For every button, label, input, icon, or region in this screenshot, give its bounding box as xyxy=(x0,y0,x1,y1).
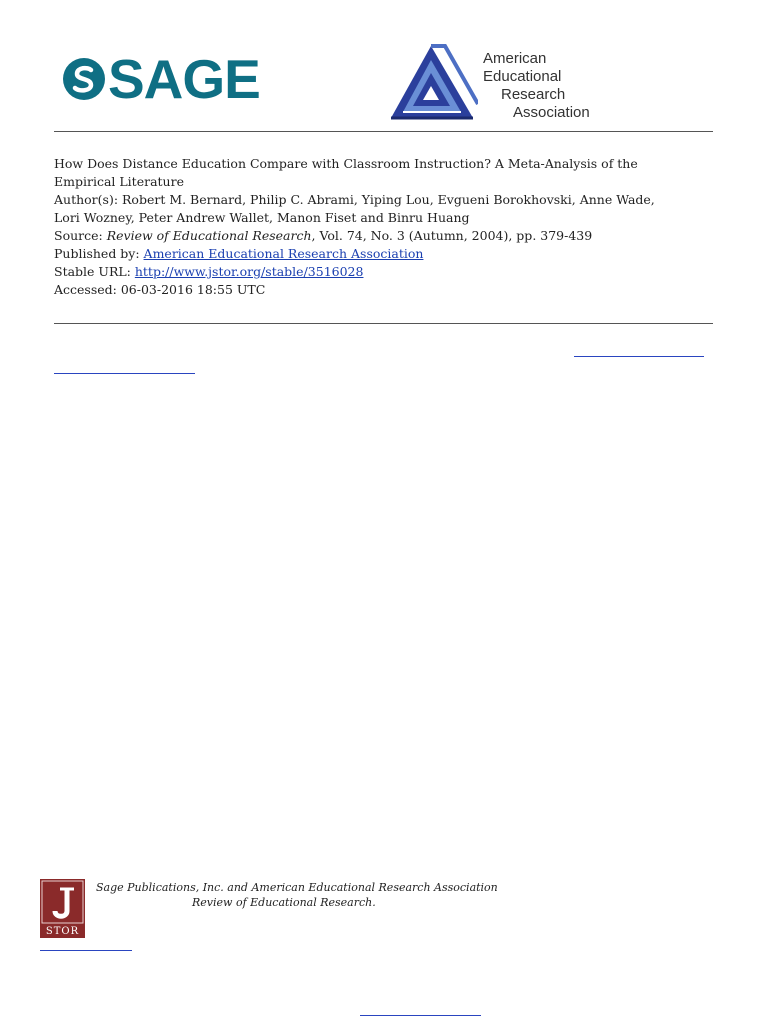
article-title-line2: Empirical Literature xyxy=(54,174,184,189)
middle-divider xyxy=(54,323,713,324)
aera-logo-text xyxy=(483,50,590,122)
sage-logo xyxy=(62,48,260,110)
stable-url-line xyxy=(54,263,724,281)
footer-line1: Sage Publications, Inc. and American Educational Research Association xyxy=(96,881,498,894)
aera-triangle-icon xyxy=(383,40,478,124)
footer-attribution xyxy=(96,880,498,910)
top-divider xyxy=(54,131,713,132)
source-details: , Vol. 74, No. 3 (Autumn, 2004), pp. 379-439 xyxy=(311,228,593,243)
accessed-line: Accessed: 06-03-2016 18:55 UTC xyxy=(54,282,266,297)
sage-logo-text: SAGE xyxy=(108,47,260,110)
stable-url-link[interactable]: http://www.jstor.org/stable/3516028 xyxy=(134,264,364,279)
authors-line1: Author(s): Robert M. Bernard, Philip C. Abrami, Yiping Lou, Evgueni Borokhovski, Anne Wade, xyxy=(54,192,655,207)
jstor-logo xyxy=(40,879,85,938)
aera-line-association: Association xyxy=(513,104,590,121)
citation-block xyxy=(54,155,724,299)
source-journal: Review of Educational Research xyxy=(106,228,312,243)
terms-link-underline-1[interactable] xyxy=(574,356,704,357)
source-line xyxy=(54,227,724,245)
sage-s-circle-icon xyxy=(62,57,106,101)
published-label: Published by: xyxy=(54,246,144,261)
publisher-link[interactable]: American Educational Research Association xyxy=(143,246,424,261)
jstor-link-underline[interactable] xyxy=(40,950,132,951)
aera-line-research: Research xyxy=(501,86,566,103)
aera-line-american: American xyxy=(483,50,547,67)
stable-url-label: Stable URL: xyxy=(54,264,135,279)
bottom-link-underline[interactable] xyxy=(360,1015,481,1016)
footer-line2: Review of Educational Research. xyxy=(192,896,376,909)
aera-logo xyxy=(383,40,603,124)
published-line xyxy=(54,245,724,263)
jstor-logo-text: STOR xyxy=(45,926,80,937)
authors-line2: Lori Wozney, Peter Andrew Wallet, Manon Fiset and Binru Huang xyxy=(54,210,470,225)
aera-line-educational: Educational xyxy=(483,68,562,85)
source-label: Source: xyxy=(54,228,107,243)
article-title-line1: How Does Distance Education Compare with Classroom Instruction? A Meta-Analysis of the xyxy=(54,156,638,171)
terms-link-underline-2[interactable] xyxy=(54,373,195,374)
